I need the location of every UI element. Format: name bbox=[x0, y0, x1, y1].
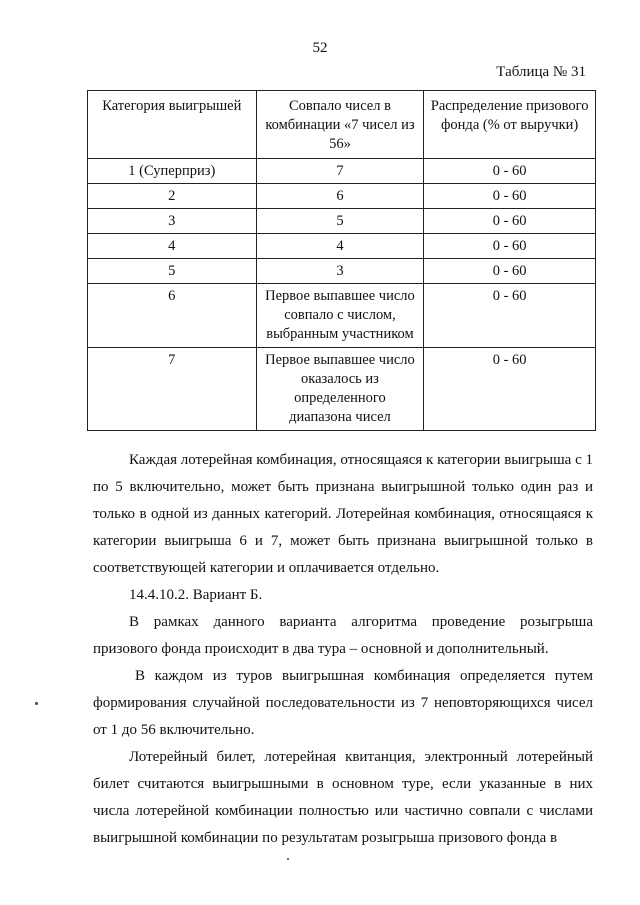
distribution-cell: 0 - 60 bbox=[424, 184, 596, 209]
matched-cell: Первое выпавшее число совпало с числом, выбранным участником bbox=[256, 284, 424, 348]
paragraph-winning-tickets: Лотерейный билет, лотерейная квитанция, электронный лотерейный билет считаются выигрышными в основном туре, если указанные в них числа лотерейной комбинации полностью или частично совпали с числами выигрышной комбинации по результатам розыгрыша призового фонда в bbox=[93, 749, 593, 846]
scan-speck bbox=[287, 858, 289, 860]
matched-cell: 6 bbox=[256, 184, 424, 209]
table-row bbox=[88, 259, 596, 284]
matched-cell: 4 bbox=[256, 234, 424, 259]
paragraph-winning-combination: В каждом из туров выигрышная комбинация определяется путем формирования случайной последовательности из 7 неповторяющихся чисел от 1 до 56 включительно. bbox=[93, 668, 593, 738]
category-cell: 1 (Суперприз) bbox=[88, 159, 257, 184]
matched-cell: Первое выпавшее число оказалось из определенного диапазона чисел bbox=[256, 348, 424, 431]
scan-speck bbox=[35, 702, 38, 705]
paragraph-categories-rule: Каждая лотерейная комбинация, относящаяся к категории выигрыша с 1 по 5 включительно, может быть признана выигрышной только один раз и только в одной из данных категорий. Лотерейная комбинация, относящаяся к категории выигрыша 6 и 7, может быть признана выигрышной только в соответствующей категории и оплачивается отдельно. bbox=[93, 452, 593, 576]
body-text bbox=[93, 447, 593, 852]
category-cell: 4 bbox=[88, 234, 257, 259]
distribution-cell: 0 - 60 bbox=[424, 209, 596, 234]
matched-cell: 5 bbox=[256, 209, 424, 234]
category-cell: 3 bbox=[88, 209, 257, 234]
distribution-cell: 0 - 60 bbox=[424, 284, 596, 348]
distribution-cell: 0 - 60 bbox=[424, 234, 596, 259]
table-row bbox=[88, 159, 596, 184]
table-row bbox=[88, 234, 596, 259]
category-cell: 6 bbox=[88, 284, 257, 348]
table-header-row bbox=[88, 91, 596, 159]
distribution-cell: 0 - 60 bbox=[424, 259, 596, 284]
category-cell: 7 bbox=[88, 348, 257, 431]
distribution-cell: 0 - 60 bbox=[424, 159, 596, 184]
matched-cell: 3 bbox=[256, 259, 424, 284]
category-cell: 2 bbox=[88, 184, 257, 209]
table-row bbox=[88, 348, 596, 431]
table-row bbox=[88, 209, 596, 234]
prize-distribution-table bbox=[87, 90, 596, 431]
matched-cell: 7 bbox=[256, 159, 424, 184]
page-number: 52 bbox=[312, 40, 328, 56]
category-cell: 5 bbox=[88, 259, 257, 284]
section-heading-variant-b: 14.4.10.2. Вариант Б. bbox=[129, 587, 263, 603]
header-category: Категория выигрышей bbox=[88, 91, 257, 159]
distribution-cell: 0 - 60 bbox=[424, 348, 596, 431]
header-prize-distribution: Распределение призового фонда (% от выручки) bbox=[424, 91, 596, 159]
table-caption: Таблица № 31 bbox=[496, 64, 586, 80]
table-row bbox=[88, 284, 596, 348]
header-matched-numbers: Совпало чисел в комбинации «7 чисел из 56» bbox=[256, 91, 424, 159]
table-row bbox=[88, 184, 596, 209]
paragraph-two-rounds: В рамках данного варианта алгоритма проведение розыгрыша призового фонда происходит в два тура – основной и дополнительный. bbox=[93, 614, 593, 657]
